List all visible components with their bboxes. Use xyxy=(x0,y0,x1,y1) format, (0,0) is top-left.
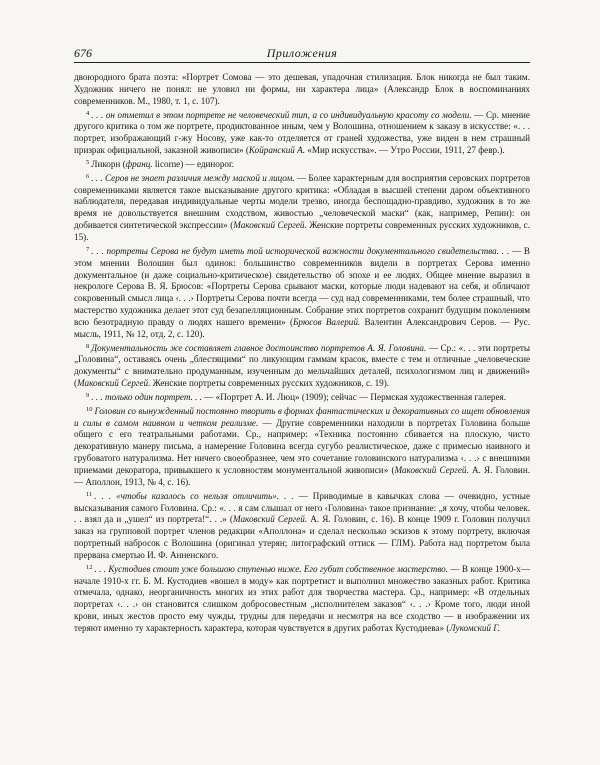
note-text-tail: Женские портреты современных русских художников, с. 19). xyxy=(150,378,390,389)
note-text: — Ср.: «. . . эти портреты „Головина“, оставаясь очень „блестящими“ по ликующим гаммам красок, вместе с тем и отличные „человеческие документы“ с внимательно продуманным, изученным до мельчайших деталей, психологизмом лиц и движений» ( xyxy=(74,342,530,389)
note-number: 5 xyxy=(86,158,90,166)
note-text: — Другие современники находили в портретах Головина больше общего с его театральными работами. Ср., например: «Техника постоянно сбивается на плоскую, чисто декоративную манеру письма, а намерение Головина всегда сугубо реалистическое, даже с примесью наивного и грубоватого натурализма. Нет ничего своеобразнее, чем это сочетание головинского натурализма ‹. . .› с внешними приемами декоратора, привыкшего к условностям монументальной живописи» ( xyxy=(74,417,531,475)
note-text: Ликорн ( xyxy=(91,158,126,169)
note-lemma: . . . «чтобы казалось со нельзя отличить». . . xyxy=(94,490,294,501)
note-9 xyxy=(74,390,530,404)
note-text-tail: Женские портреты современных русских художников, с. 15). xyxy=(74,220,530,242)
note-10 xyxy=(74,404,530,489)
note-number: 10 xyxy=(86,405,93,413)
note-source-author: Брюсов Валерий. xyxy=(293,316,361,327)
note-source-author: франц. xyxy=(125,158,153,169)
note-text-tail: А. Я. Головин, с. 16). В конце 1909 г. Головин получил заказ на групповой портрет членов редакции «Аполлона» и сделал несколько эскизов к этому портрету, включая портретный набросок с Волошина (оригинал утерян; литографский оттиск — ГЛМ). Работа над портретом была прервана смертью И. Ф. Анненского. xyxy=(74,514,530,560)
page-header xyxy=(74,46,530,63)
note-source-author: Лукомский Г. xyxy=(449,622,501,633)
note-number: 11 xyxy=(86,490,93,498)
note-text-tail: licorne) — единорог. xyxy=(152,158,234,169)
note-continuation xyxy=(74,72,530,108)
note-number: 8 xyxy=(86,342,90,350)
page-number: 676 xyxy=(74,46,92,60)
note-number: 4 xyxy=(86,109,90,117)
note-lemma: . . . портреты Серова не будут иметь той исторической важности документального свидетельства. . . xyxy=(91,245,510,256)
note-lemma: . . . Кустодиев стоит уже большою ступенью ниже. Его губит собственное мастерство. xyxy=(94,563,449,574)
note-source-author: Маковский Сергей. xyxy=(394,465,469,475)
note-4 xyxy=(74,108,530,157)
note-text: — В конце 1900-х—начале 1910-х гг. Б. М. Кустодиев «вошел в моду» как портретист и выполнил множество заказных работ. Критика отмечала, однако, неорганичность многих из этих работ для творчества мастера. Ср., например: «В отдельных портретах ‹. . .› он становится слишком добросовестным „исполнителем заказов“ ‹. . .› Кроме того, люди иной крови, иных жестов просто ему чужды, трудны для передачи и несмотря на все сходство — в изображении их теряют именно ту характерность характера, которая чувствуется в других работах Кустодиева» ( xyxy=(74,563,530,633)
note-text-tail: Валентин Александрович Серов. — Рус. мысль, 1911, № 12, отд. 2, с. 120). xyxy=(74,316,531,339)
note-text: — Более характерным для восприятия серовских портретов современниками является такое высказывание другого критика: «Обладая в высшей степени даром объективного наблюдателя, передавая индивидуальные черты модели трезво, иногда беспощадно-правдиво, художник в то же время не довольствуется внешним сходством, живостью „человеческой маски“ (как, например, Репин): он добивается синтетической экспрессии» ( xyxy=(74,172,531,231)
note-text-tail: «Мир искусства». — Утро России, 1911, 27 февр.). xyxy=(305,145,505,156)
note-number: 12 xyxy=(86,563,93,571)
note-text: — В этом мнении Волошин был одинок: большинство современников видели в портретах Серова именно документальное (и даже социально-критическое) свидетельство об эпохе и ее людях. Общее мнение выразил в некрологе Серова В. Я. Брюсов: «Портреты Серова срывают маски, которые люди надевают на себя, и обличают сокровенный смысл лица ‹. . .› Портреты Серова почти всегда — суд над современниками, тем более страшный, что мастерство художника делает этот суд безапелляционным. Собрание этих портретов сохранит будущим поколениям всю безотрадную правду о людях нашего времени» ( xyxy=(74,245,530,327)
notes-body xyxy=(74,72,530,635)
note-8 xyxy=(74,341,530,390)
note-text: — «Портрет А. И. Люц» (1909); сейчас — Пермская художественная галерея. xyxy=(201,391,506,402)
note-lemma: . . . только один портрет. . . xyxy=(91,391,202,402)
note-text: двоюродного брата поэта: «Портрет Сомова — это дешевая, упадочная стилизация. Блок никогда не был таким. Художник ничего не понял: не уловил ни формы, ни характера лица» (Александр Блок в воспоминаниях современников. М., 1980, т. 1, с. 107). xyxy=(74,72,530,106)
note-source-author: Маковский Сергей. xyxy=(77,378,151,389)
note-lemma: . . . он отметил в этом портрете не человеческий тип, а со индивидуальную красоту со модели. xyxy=(91,109,472,120)
note-lemma: Документальность же составляет главное достоинство портретов А. Я. Головина. xyxy=(91,342,427,353)
note-text: — Ср. мнение другого критика о том же портрете, продиктованное иным, чем у Волошина, отношением к заказу в искусстве: «. . . портрет, изображающий г-жу Носову, уже как-то отделяется от граней художества, уже виден в нем страшный призрак официальной, заказной живописи» ( xyxy=(74,109,530,156)
note-text-tail: А. Я. Головин. — Аполлон, 1913, № 4, с. 16). xyxy=(74,465,530,487)
note-number: 6 xyxy=(86,172,90,180)
note-11 xyxy=(74,489,530,562)
note-source-author: Маковский Сергей. xyxy=(233,220,307,231)
note-lemma: Головин со вынужденный постоянно творить в формах фантастических и декоративных со ищет обновления и силы в самом наивном и четком реализме. xyxy=(74,405,530,428)
note-5 xyxy=(74,157,530,171)
note-source-author: Койранский А. xyxy=(248,145,305,156)
note-text: — Приводимые в кавычках слова — очевидно, устные высказывания самого Головина. Ср.: «. . . я сам слышал от него ‹Головина› такое признание: „я хочу, чтобы человек. . . взял да и „ушел“ из портрета!“. . .» ( xyxy=(74,490,530,525)
note-number: 7 xyxy=(86,245,90,253)
note-7 xyxy=(74,244,530,341)
note-12 xyxy=(74,562,530,635)
note-source-author: Маковский Сергей. xyxy=(232,514,308,525)
note-number: 9 xyxy=(86,391,90,399)
running-title: Приложения xyxy=(266,46,338,60)
note-6 xyxy=(74,171,530,244)
note-lemma: . . . Серов не знает различия между маской и лицом. xyxy=(91,172,295,183)
